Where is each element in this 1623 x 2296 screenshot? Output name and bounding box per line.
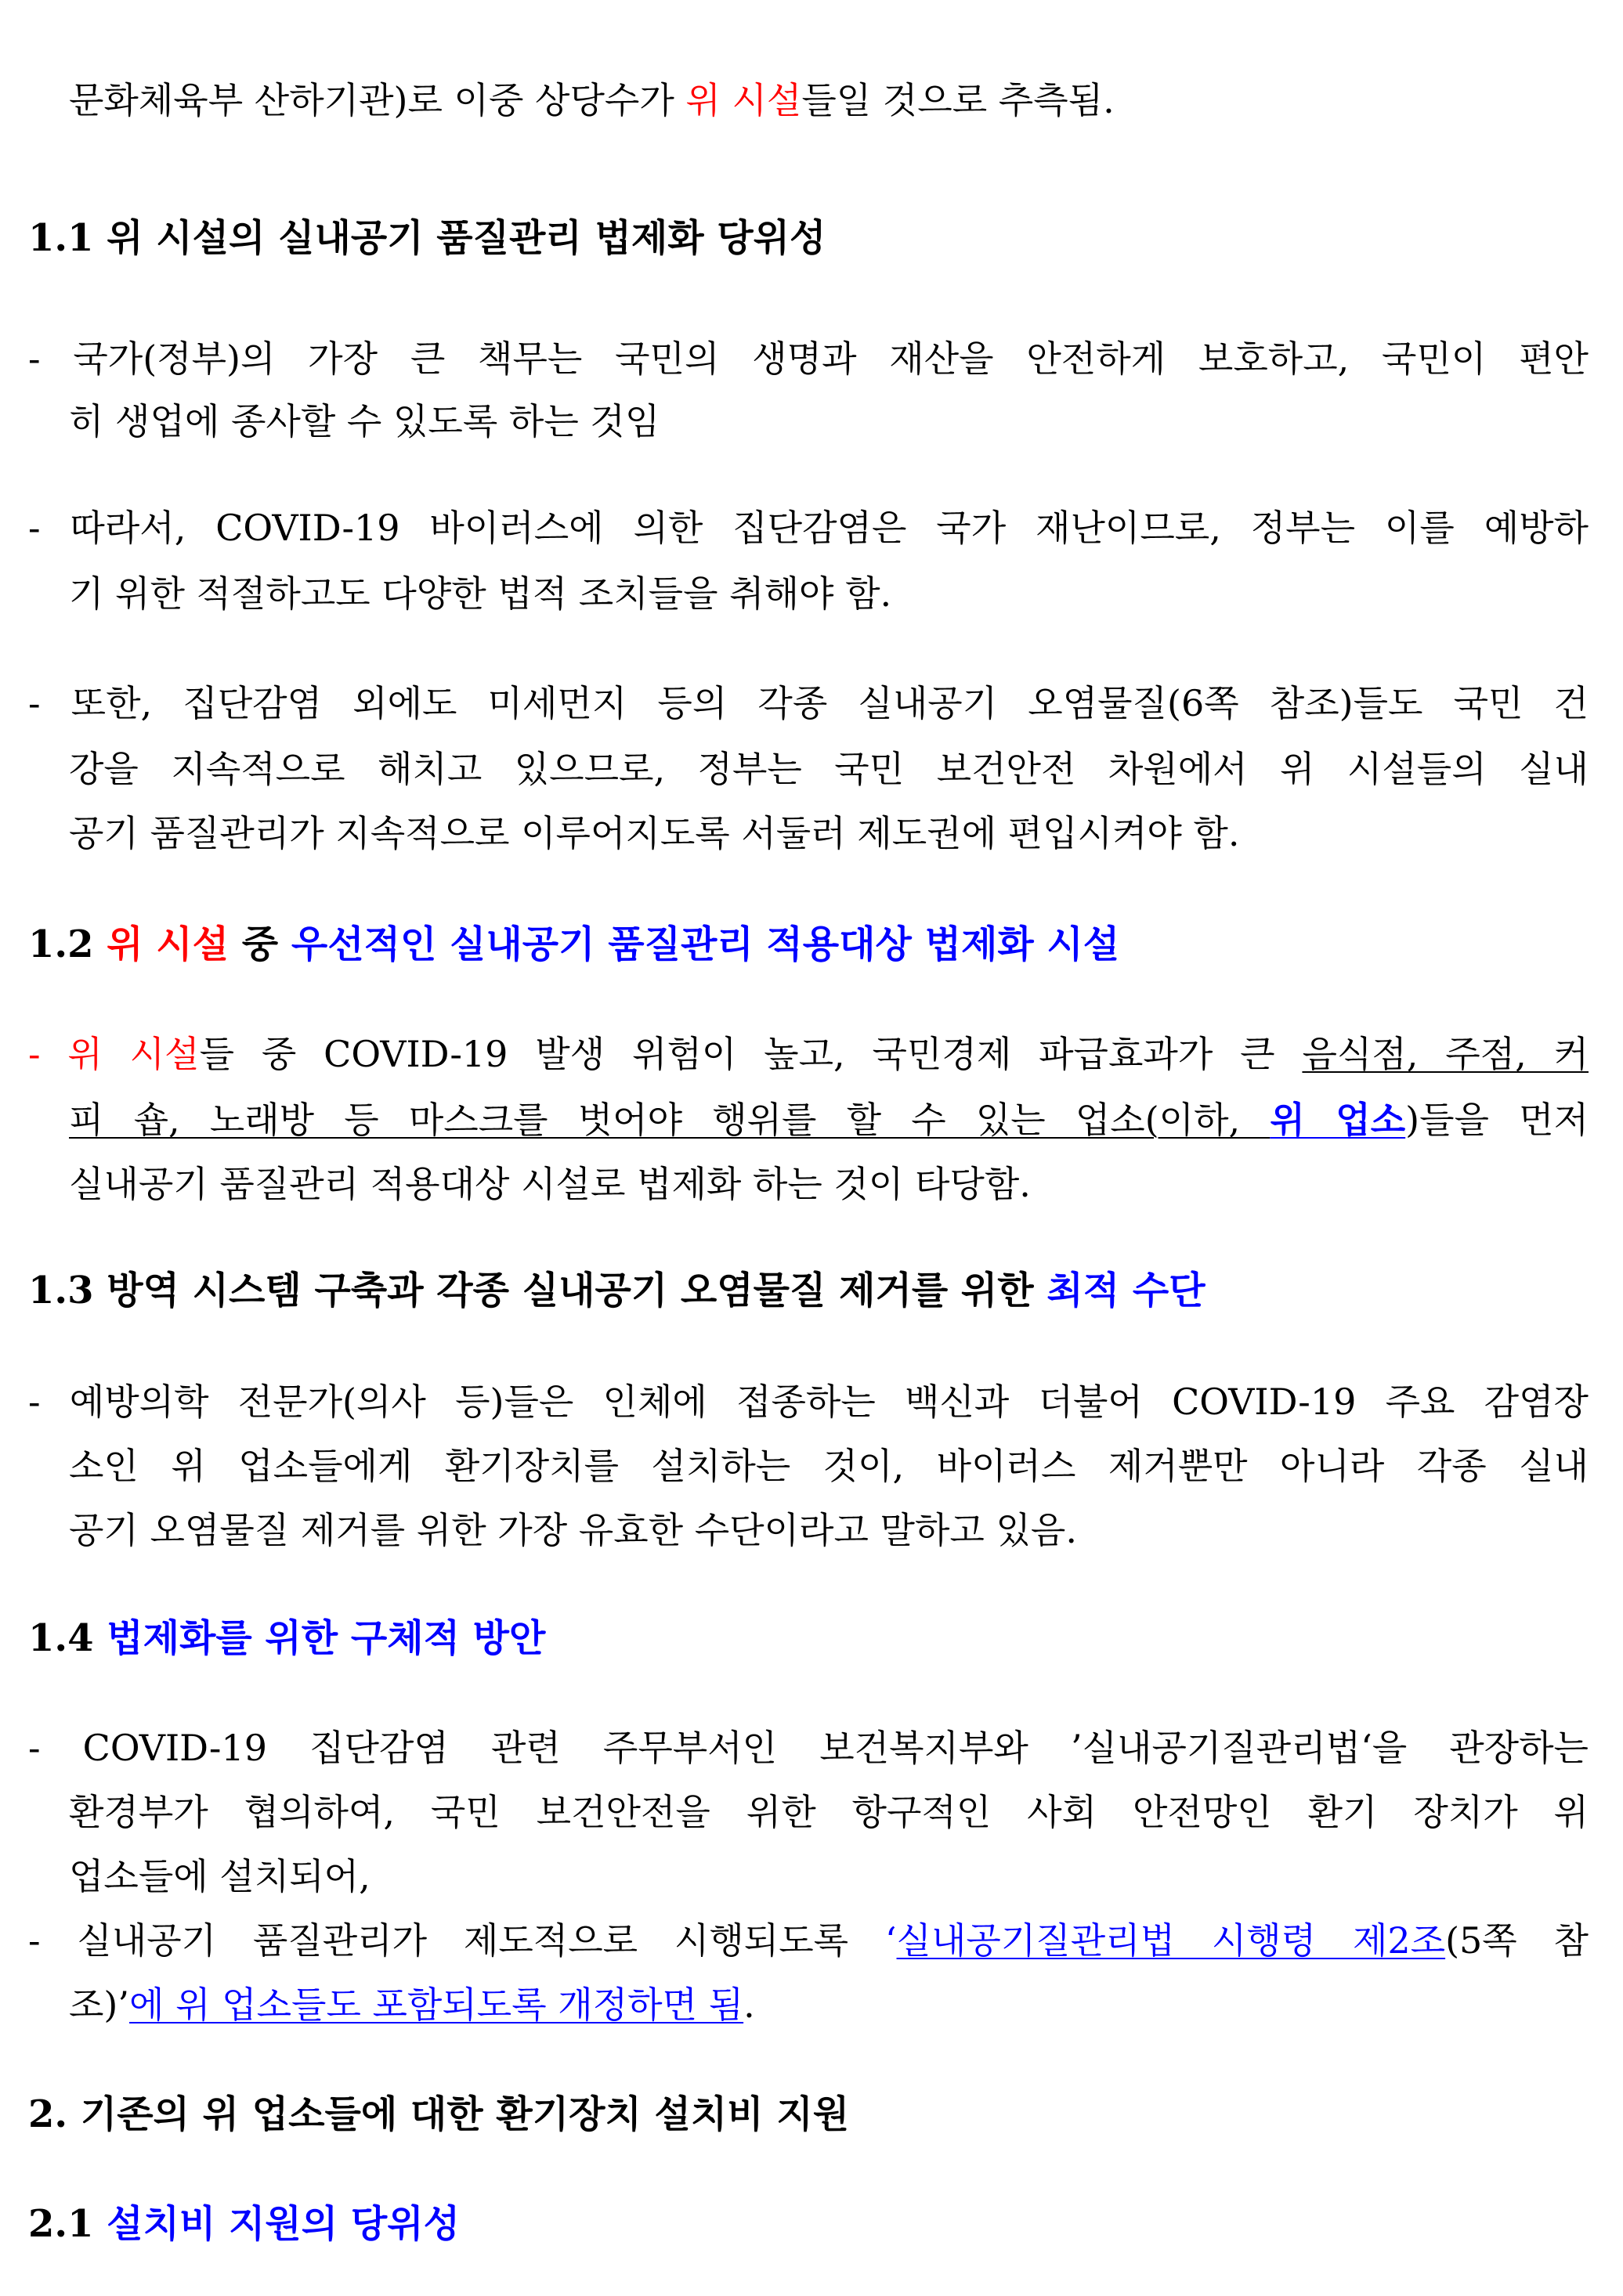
paragraph-5-line-1: - 예방의학 전문가(의사 등)들은 인체에 접종하는 백신과 더불어 COVID-19 주요 감염장 bbox=[28, 1381, 1589, 1423]
paragraph-4-underline-1: 음식점, 주점, 커 bbox=[1302, 1033, 1589, 1075]
paragraph-1-line-1: - 국가(정부)의 가장 큰 책무는 국민의 생명과 재산을 안전하게 보호하고, 국민이 편안 bbox=[28, 338, 1589, 380]
paragraph-1-line-2: 히 생업에 종사할 수 있도록 하는 것임 bbox=[69, 400, 660, 442]
intro-highlight: 위 시설 bbox=[685, 79, 802, 121]
paragraph-3-line-1: - 또한, 집단감염 외에도 미세먼지 등의 각종 실내공기 오염물질(6쪽 참조)들도 국민 건 bbox=[28, 682, 1589, 724]
paragraph-4-line-3: 실내공기 품질관리 적용대상 시설로 법제화 하는 것이 타당함. bbox=[69, 1163, 1031, 1205]
section-1-2-red: 위 시설 bbox=[107, 922, 230, 966]
paragraph-7-line-2: 조)’에 위 업소들도 포함되도록 개정하면 됨. bbox=[69, 1984, 755, 2026]
paragraph-4-red: - 위 시설 bbox=[28, 1033, 200, 1075]
paragraph-6-line-3: 업소들에 설치되어, bbox=[69, 1855, 371, 1897]
paragraph-6-line-1: - COVID-19 집단감염 관련 주무부서인 보건복지부와 ’실내공기질관리법‘을 관장하는 bbox=[28, 1727, 1589, 1769]
section-1-2-blue: 우선적인 실내공기 품질관리 적용대상 법제화 시설 bbox=[291, 922, 1120, 966]
paragraph-4-blue: 위 업소 bbox=[1270, 1099, 1406, 1141]
paragraph-4-line-2: 피 숍, 노래방 등 마스크를 벗어야 행위를 할 수 있는 업소(이하, 위 업소)들을 먼저 bbox=[69, 1099, 1589, 1141]
paragraph-3-line-3: 공기 품질관리가 지속적으로 이루어지도록 서둘러 제도권에 편입시켜야 함. bbox=[69, 812, 1240, 854]
paragraph-7-line-1: - 실내공기 품질관리가 제도적으로 시행되도록 ‘실내공기질관리법 시행령 제2조(5쪽 참 bbox=[28, 1919, 1589, 1962]
paragraph-6-line-2: 환경부가 협의하여, 국민 보건안전을 위한 항구적인 사회 안전망인 환기 장치가 위 bbox=[69, 1791, 1589, 1833]
section-1-3-blue: 최적 수단 bbox=[1046, 1269, 1206, 1312]
section-2-1-blue: 설치비 지원의 당위성 bbox=[107, 2202, 460, 2246]
paragraph-4-line-1: - 위 시설들 중 COVID-19 발생 위험이 높고, 국민경제 파급효과가 큰 음식점, 주점, 커 bbox=[28, 1033, 1589, 1075]
paragraph-5-line-2: 소인 위 업소들에게 환기장치를 설치하는 것이, 바이러스 제거뿐만 아니라 각종 실내 bbox=[69, 1445, 1589, 1487]
paragraph-4-underline-2: 피 숍, 노래방 등 마스크를 벗어야 행위를 할 수 있는 업소(이하, bbox=[69, 1099, 1271, 1141]
section-1-4-heading: 1.4 법제화를 위한 구체적 방안 bbox=[28, 1616, 546, 1660]
intro-text: 문화체육부 산하기관)로 이중 상당수가 bbox=[69, 79, 686, 121]
section-2-heading: 2. 기존의 위 업소들에 대한 환기장치 설치비 지원 bbox=[28, 2092, 850, 2136]
section-1-4-blue: 법제화를 위한 구체적 방안 bbox=[107, 1616, 546, 1660]
intro-text-end: 들일 것으로 추측됨. bbox=[801, 79, 1115, 121]
section-1-2-heading: 1.2 위 시설 중 우선적인 실내공기 품질관리 적용대상 법제화 시설 bbox=[28, 922, 1120, 966]
section-2-1-heading: 2.1 설치비 지원의 당위성 bbox=[28, 2202, 460, 2246]
section-1-3-heading: 1.3 방역 시스템 구축과 각종 실내공기 오염물질 제거를 위한 최적 수단 bbox=[28, 1269, 1206, 1312]
paragraph-3-line-2: 강을 지속적으로 해치고 있으므로, 정부는 국민 보건안전 차원에서 위 시설들의 실내 bbox=[69, 748, 1589, 790]
paragraph-2-line-1: - 따라서, COVID-19 바이러스에 의한 집단감염은 국가 재난이므로, 정부는 이를 예방하 bbox=[28, 507, 1589, 549]
enforcement-decree-link[interactable]: 실내공기질관리법 시행령 제2조 bbox=[896, 1919, 1446, 1962]
paragraph-5-line-3: 공기 오염물질 제거를 위한 가장 유효한 수단이라고 말하고 있음. bbox=[69, 1509, 1077, 1551]
amendment-link[interactable]: 에 위 업소들도 포함되도록 개정하면 됨 bbox=[129, 1984, 744, 2026]
intro-line bbox=[69, 78, 1589, 122]
paragraph-2-line-2: 기 위한 적절하고도 다양한 법적 조치들을 취해야 함. bbox=[69, 572, 892, 615]
section-1-1-heading: 1.1 위 시설의 실내공기 품질관리 법제화 당위성 bbox=[28, 216, 826, 260]
